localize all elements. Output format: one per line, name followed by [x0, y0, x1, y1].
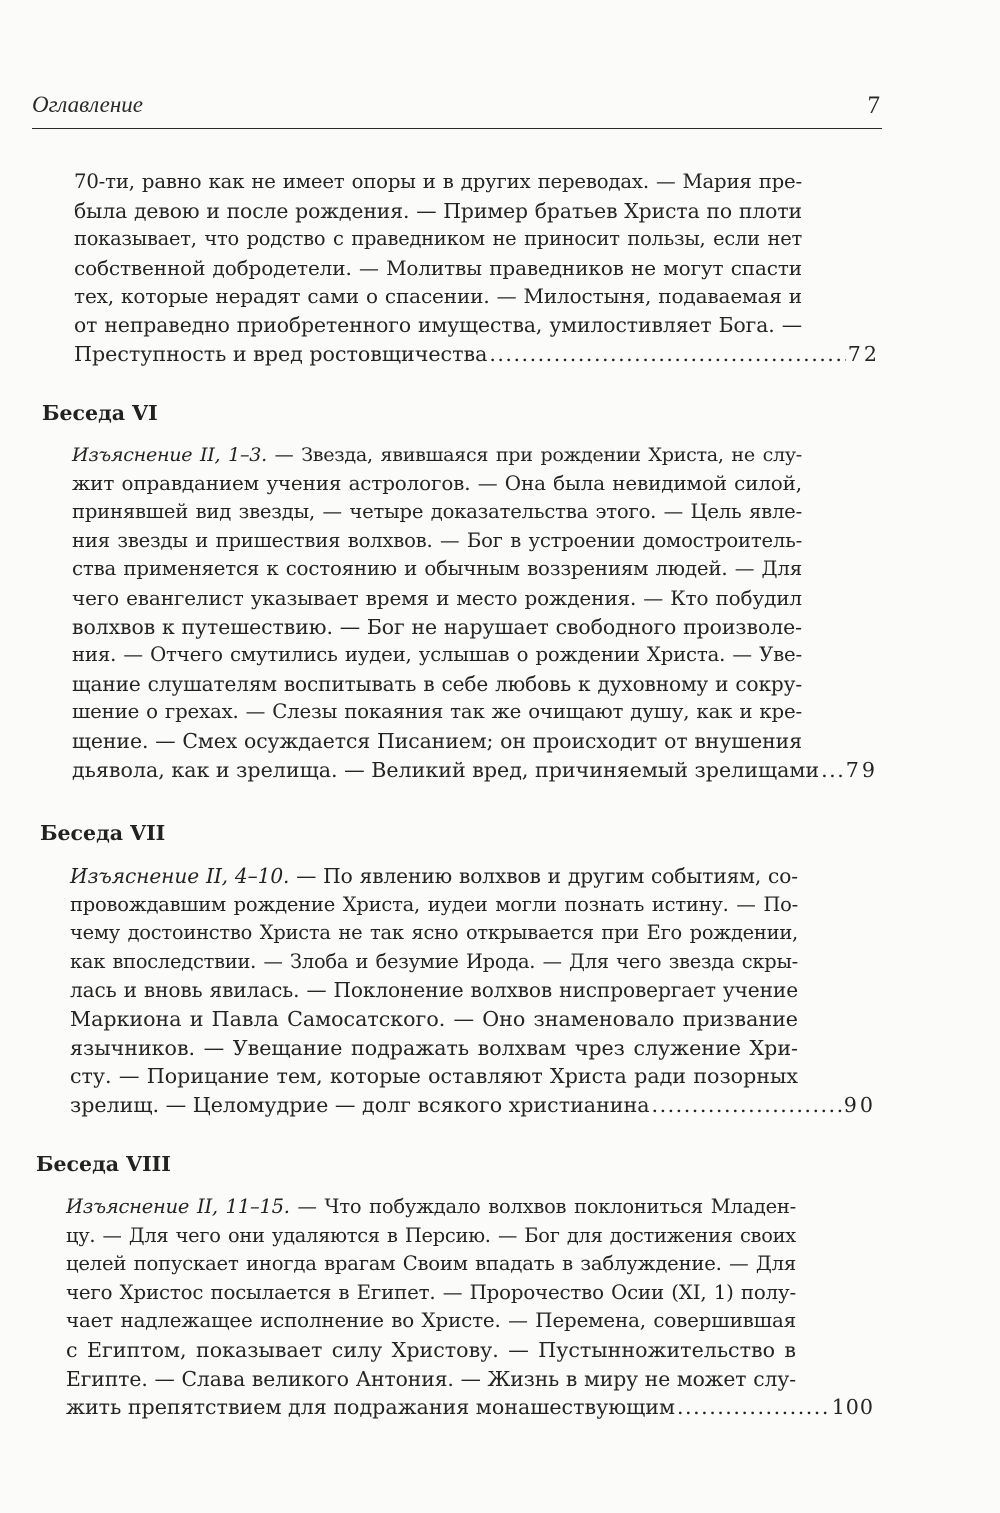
text-line: жить препятствием для подражания монашествующим	[66, 1395, 676, 1420]
toc-entry	[66, 1193, 874, 1422]
text-line: жит оправданием учения астрологов. — Она была невидимой силой,	[72, 471, 802, 495]
text-line: ния. — Отчего смутились иудеи, услышав о рождении Христа. — Уве-	[72, 643, 802, 667]
text-line: была девою и после рождения. — Пример братьев Христа по плоти	[74, 198, 802, 223]
text-line	[66, 1193, 796, 1222]
page-number: 72	[847, 341, 880, 366]
entry-lead: Изъяснение II, 11–15.	[66, 1195, 290, 1218]
dot-leader	[652, 1091, 842, 1120]
toc-entry-continued	[74, 168, 880, 368]
text-line: чего евангелист указывает время и место рождения. — Кто побудил	[72, 585, 802, 610]
dot-leader	[821, 756, 844, 785]
text-line: чего Христос посылается в Египет. — Пророчество Осии (XI, 1) полу-	[66, 1280, 796, 1304]
text-line: ния звезды и пришествия волхвов. — Бог в устроении домостроитель-	[72, 528, 802, 552]
section-heading: Беседа VI	[42, 401, 158, 425]
page-number: 79	[845, 757, 878, 782]
text-line: Египте. — Слава великого Антония. — Жизнь в миру не может слу-	[66, 1366, 796, 1391]
text-line: Преступность и вред ростовщичества	[74, 341, 488, 366]
section-heading: Беседа VII	[40, 821, 166, 845]
toc-entry	[72, 441, 878, 784]
text-line: тех, которые нерадят сами о спасении. — Милостыня, подаваемая и	[74, 284, 802, 309]
text-line: шение о грехах. — Слезы покаяния так же очищают душу, как и кре-	[72, 700, 802, 724]
text-line: щение. — Смех осуждается Писанием; он происходит от внушения	[72, 728, 802, 753]
entry-text: — Звезда, явившаяся при рождении Христа, не слу-	[266, 443, 802, 466]
entry-lead: Изъяснение II, 4–10.	[70, 864, 290, 888]
text-line: собственной добродетели. — Молитвы праведников не могут спасти	[74, 255, 802, 280]
text-line: лась и вновь явилась. — Поклонение волхвов ниспровергает учение	[70, 978, 798, 1003]
text-line: показывает, что родство с праведником не приносит пользы, если нет	[74, 227, 802, 251]
text-line: чему достоинство Христа не так ясно открывается при Его рождении,	[70, 921, 798, 945]
text-line: волхвов к путешествию. — Бог не нарушает свободного произволе-	[72, 614, 802, 639]
text-line: ства применяется к состоянию и обычным воззрениям людей. — Для	[72, 557, 802, 581]
toc-last-line	[74, 340, 880, 369]
text-line: как впоследствии. — Злоба и безумие Ирода. — Для чего звезда скры-	[70, 949, 798, 973]
text-line: сту. — Порицание тем, которые оставляют Христа ради позорных	[70, 1064, 798, 1089]
header-title: Оглавление	[32, 92, 144, 117]
text-line: целей попускает иногда врагам Своим впадать в заблуждение. — Для	[66, 1252, 796, 1276]
dot-leader	[489, 340, 845, 369]
toc-last-line	[70, 1091, 876, 1120]
text-line: принявшей вид звезды, — четыре доказательства этого. — Цель явле-	[72, 500, 802, 524]
toc-last-line	[66, 1393, 874, 1422]
section-heading: Беседа VIII	[36, 1152, 171, 1176]
page-number: 100	[831, 1395, 874, 1420]
text-line: зрелищ. — Целомудрие — долг всякого христианина	[70, 1092, 650, 1117]
text-line: Маркиона и Павла Самосатского. — Оно знаменовало призвание	[70, 1006, 798, 1031]
text-line	[72, 441, 802, 470]
dot-leader	[677, 1393, 830, 1422]
text-line: от неправедно приобретенного имущества, умилостивляет Бога. —	[74, 312, 802, 337]
entry-text: — Что побуждало волхвов поклониться Младен-	[289, 1195, 796, 1218]
entry-lead: Изъяснение II, 1–3.	[72, 443, 267, 466]
text-line	[70, 862, 798, 891]
entry-text: — По явлению волхвов и другим событиям, со-	[289, 864, 798, 888]
text-line: дьявола, как и зрелища. — Великий вред, причиняемый зрелищами	[72, 757, 820, 782]
text-line: чает надлежащее исполнение во Христе. — Перемена, совершившая	[66, 1309, 796, 1333]
text-line: 70-ти, равно как не имеет опоры и в других переводах. — Мария пре-	[74, 170, 802, 193]
text-line: провождавшим рождение Христа, иудеи могли познать истину. — По-	[70, 892, 798, 916]
toc-entry	[70, 862, 876, 1119]
header-page-number: 7	[867, 92, 880, 119]
running-header	[32, 90, 882, 129]
text-line: с Египтом, показывает силу Христову. — Пустынножительство в	[66, 1337, 796, 1362]
text-line: язычников. — Увещание подражать волхвам чрез служение Хри-	[70, 1035, 798, 1060]
text-line: цу. — Для чего они удаляются в Персию. — Бог для достижения своих	[66, 1223, 796, 1247]
toc-last-line	[72, 756, 878, 785]
page-number: 90	[843, 1092, 876, 1117]
text-line: щание слушателям воспитывать в себе любовь к духовному и сокру-	[72, 671, 802, 696]
